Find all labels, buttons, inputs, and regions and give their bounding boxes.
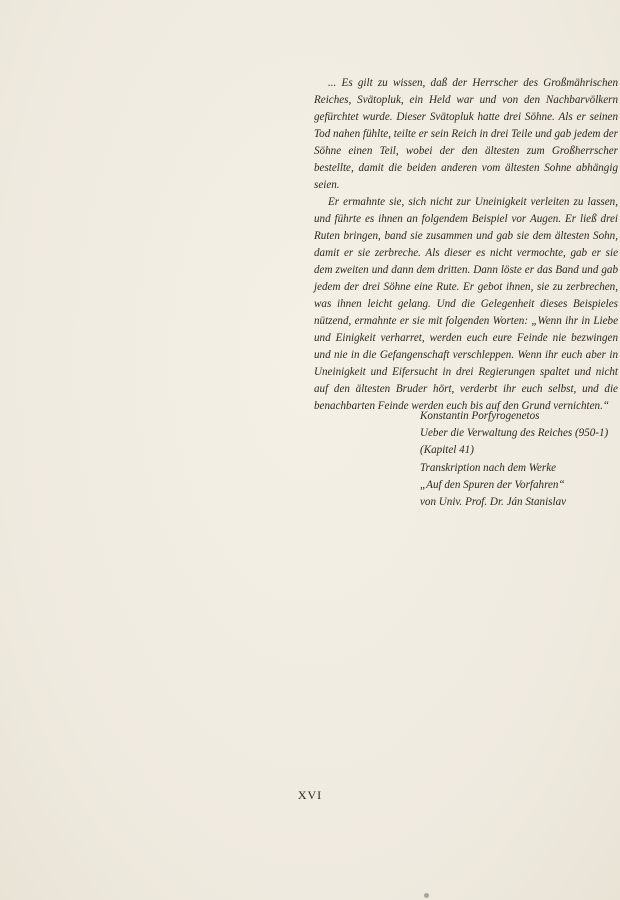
citation-source-title: „Auf den Spuren der Vorfahren“ (420, 478, 565, 491)
citation-author: Konstantin Porfyrogenetos (420, 410, 540, 422)
paragraph-1: ... Es gilt zu wissen, daß der Herrscher des Großmährischen Reiches, Svätopluk, ein Held war und von den Nachbarvölkern gefürchtet wurde. Dieser Svätopluk hatte drei Söhne. Als er seinen Tod nahen fühlte, teilte er sein Reich in drei Teile und gab jedem der Söhne einen Teil, wobei der den ältesten zum Großherrscher bestellte, damit die beiden anderen vom ältesten Sohne abhängig seien. (314, 77, 618, 191)
paper-speck (424, 893, 429, 898)
quoted-text-block (314, 75, 618, 415)
page-number: XVI (297, 788, 323, 802)
citation-source-author: von Univ. Prof. Dr. Ján Stanislav (420, 496, 567, 509)
paragraph-2: Er ermahnte sie, sich nicht zur Uneinigkeit verleiten zu lassen, und führte es ihnen an folgendem Beispiel vor Augen. Er ließ drei Ruten bringen, band sie zusammen und gab sie dem ältesten Sohn, damit er sie zerbreche. Als dieser es nicht vermochte, gab er sie dem zweiten und dann dem dritten. Dann löste er das Band und gab jedem der drei Söhne eine Rute. Er gebot ihnen, sie zu zerbrechen, was ihnen leicht gelang. Und die Gelegenheit dieses Beispieles nützend, ermahnte er sie mit folgenden Worten: „Wenn ihr in Liebe und Einigkeit verharret, werden euch eure Feinde nie bezwingen und nie in die Gefangenschaft verschleppen. Wenn ihr euch aber in Uneinigkeit und Eifersucht in drei Regierungen spaltet und nicht auf den ältesten Bruder hört, verderbt ihr euch selbst, und die benachbarten Feinde werden euch bis auf den Grund vernichten.“ (314, 196, 618, 412)
citation-transcription: Transkription nach dem Werke (420, 461, 557, 474)
citation-work: Ueber die Verwaltung des Reiches (950-1) (420, 427, 609, 440)
citation-chapter: (Kapitel 41) (420, 444, 474, 457)
citation-block (420, 408, 618, 511)
